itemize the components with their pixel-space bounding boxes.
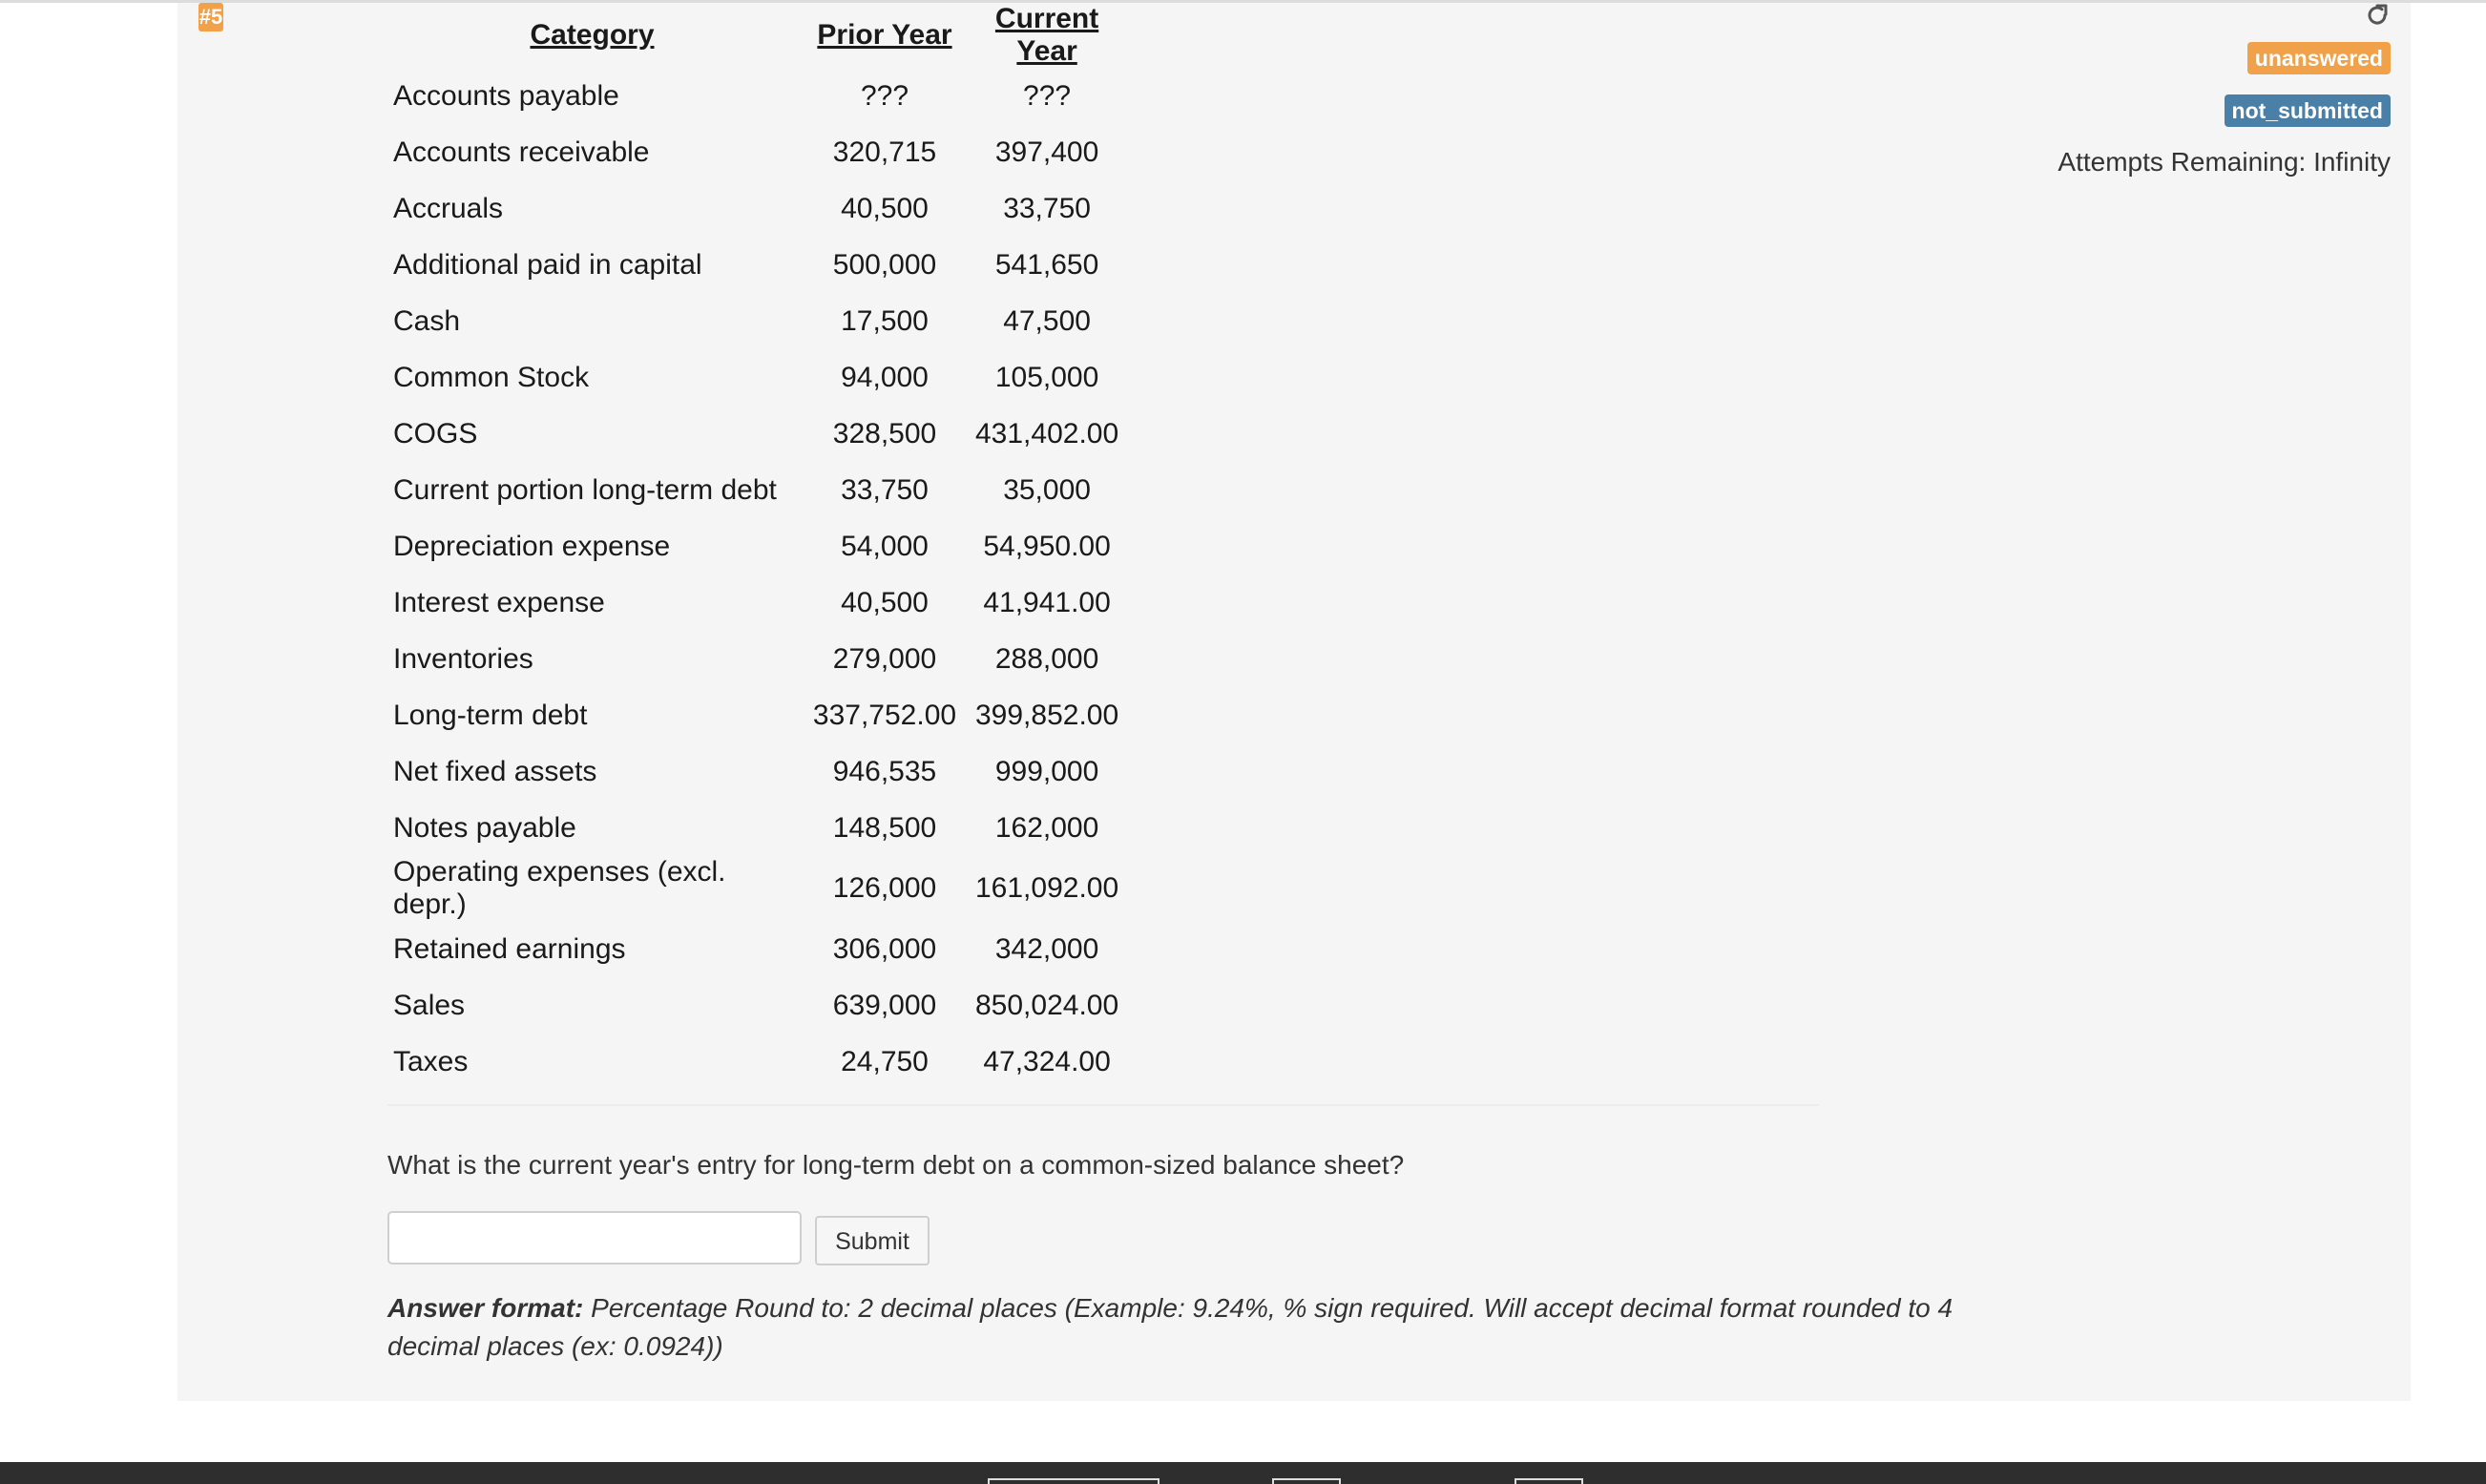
prior-year-cell: 17,500 bbox=[841, 304, 929, 337]
current-year-cell: 397,400 bbox=[994, 136, 1099, 168]
prior-year-cell: 33,750 bbox=[841, 473, 929, 506]
footer-tab[interactable] bbox=[988, 1478, 1159, 1484]
table-row bbox=[386, 518, 1123, 575]
category-cell: Notes payable bbox=[393, 811, 576, 844]
answer-format-note bbox=[387, 1289, 2038, 1366]
current-year-cell: ??? bbox=[1023, 79, 1072, 112]
submit-button[interactable]: Submit bbox=[815, 1216, 930, 1265]
table-row bbox=[386, 124, 1123, 180]
refresh-icon[interactable] bbox=[2364, 2, 2391, 29]
current-year-cell: 47,324.00 bbox=[983, 1045, 1111, 1077]
category-cell: Retained earnings bbox=[393, 932, 626, 965]
table-row bbox=[386, 237, 1123, 293]
current-year-cell: 105,000 bbox=[994, 361, 1099, 393]
category-cell: Operating expenses (excl. depr.) bbox=[393, 856, 726, 920]
table-row bbox=[386, 180, 1123, 237]
current-year-cell: 54,950.00 bbox=[983, 530, 1111, 562]
footer-tab[interactable] bbox=[1515, 1478, 1583, 1484]
prior-year-cell: 94,000 bbox=[841, 361, 929, 393]
table-row bbox=[386, 462, 1123, 518]
table-row bbox=[386, 800, 1123, 856]
current-year-cell: 850,024.00 bbox=[975, 989, 1119, 1021]
current-year-cell: 162,000 bbox=[994, 811, 1099, 844]
prior-year-cell: 126,000 bbox=[832, 872, 937, 904]
prior-year-cell: 337,752.00 bbox=[812, 699, 957, 731]
category-cell: COGS bbox=[393, 417, 478, 449]
prior-year-cell: 24,750 bbox=[841, 1045, 929, 1077]
table-row bbox=[386, 977, 1123, 1034]
category-cell: Sales bbox=[393, 989, 466, 1021]
table-row bbox=[386, 921, 1123, 977]
table-row bbox=[386, 687, 1123, 743]
prior-year-cell: 279,000 bbox=[832, 642, 937, 675]
prior-year-cell: 320,715 bbox=[832, 136, 937, 168]
answer-format-label: Answer format: bbox=[387, 1293, 584, 1323]
table-row bbox=[386, 349, 1123, 406]
prior-year-cell: 148,500 bbox=[832, 811, 937, 844]
category-cell: Cash bbox=[393, 304, 461, 337]
prior-year-cell: 639,000 bbox=[832, 989, 937, 1021]
category-cell: Interest expense bbox=[393, 586, 605, 618]
header-current-year: Current Year bbox=[994, 3, 1099, 67]
table-row bbox=[386, 743, 1123, 800]
current-year-cell: 541,650 bbox=[994, 248, 1099, 281]
category-cell: Common Stock bbox=[393, 361, 590, 393]
prior-year-cell: 40,500 bbox=[841, 192, 929, 224]
current-year-cell: 35,000 bbox=[1003, 473, 1091, 506]
question-text: What is the current year's entry for long-term debt on a common-sized balance sheet? bbox=[387, 1150, 1405, 1180]
table-row bbox=[386, 1034, 1123, 1090]
status-badge-unanswered: unanswered bbox=[2247, 42, 2391, 74]
prior-year-cell: 328,500 bbox=[832, 417, 937, 449]
financial-data-table bbox=[386, 3, 1123, 1090]
prior-year-cell: 500,000 bbox=[832, 248, 937, 281]
header-category: Category bbox=[530, 19, 655, 51]
footer-tab[interactable] bbox=[1272, 1478, 1341, 1484]
table-row bbox=[386, 293, 1123, 349]
category-cell: Accruals bbox=[393, 192, 504, 224]
answer-format-text: Percentage Round to: 2 decimal places (Example: 9.24%, % sign required. Will accept decimal format rounded to 4 decimal places (ex: 0.0924)) bbox=[387, 1293, 1953, 1361]
prior-year-cell: ??? bbox=[860, 79, 909, 112]
answer-input[interactable] bbox=[387, 1211, 802, 1265]
table-header-row bbox=[386, 3, 1123, 68]
current-year-cell: 288,000 bbox=[994, 642, 1099, 675]
question-number-badge: #5 bbox=[198, 3, 223, 31]
category-cell: Accounts payable bbox=[393, 79, 619, 112]
table-row bbox=[386, 575, 1123, 631]
table-row bbox=[386, 631, 1123, 687]
category-cell: Taxes bbox=[393, 1045, 469, 1077]
header-prior-year: Prior Year bbox=[817, 19, 952, 51]
current-year-cell: 47,500 bbox=[1003, 304, 1091, 337]
current-year-cell: 342,000 bbox=[994, 932, 1099, 965]
category-cell: Depreciation expense bbox=[393, 530, 671, 562]
table-row bbox=[386, 406, 1123, 462]
attempts-remaining: Attempts Remaining: Infinity bbox=[2058, 147, 2391, 177]
category-cell: Long-term debt bbox=[393, 699, 588, 731]
status-badge-not-submitted: not_submitted bbox=[2225, 94, 2391, 127]
current-year-cell: 161,092.00 bbox=[975, 872, 1119, 904]
table-row bbox=[386, 856, 1123, 921]
current-year-cell: 41,941.00 bbox=[983, 586, 1111, 618]
prior-year-cell: 40,500 bbox=[841, 586, 929, 618]
current-year-cell: 999,000 bbox=[994, 755, 1099, 787]
prior-year-cell: 306,000 bbox=[832, 932, 937, 965]
footer-bar bbox=[0, 1462, 2486, 1484]
category-cell: Accounts receivable bbox=[393, 136, 650, 168]
category-cell: Current portion long-term debt bbox=[393, 473, 777, 506]
divider bbox=[387, 1104, 1819, 1106]
category-cell: Inventories bbox=[393, 642, 533, 675]
category-cell: Net fixed assets bbox=[393, 755, 597, 787]
category-cell: Additional paid in capital bbox=[393, 248, 702, 281]
question-panel bbox=[178, 3, 2411, 1401]
table-row bbox=[386, 68, 1123, 124]
current-year-cell: 399,852.00 bbox=[975, 699, 1119, 731]
current-year-cell: 33,750 bbox=[1003, 192, 1091, 224]
prior-year-cell: 54,000 bbox=[841, 530, 929, 562]
current-year-cell: 431,402.00 bbox=[975, 417, 1119, 449]
prior-year-cell: 946,535 bbox=[832, 755, 937, 787]
